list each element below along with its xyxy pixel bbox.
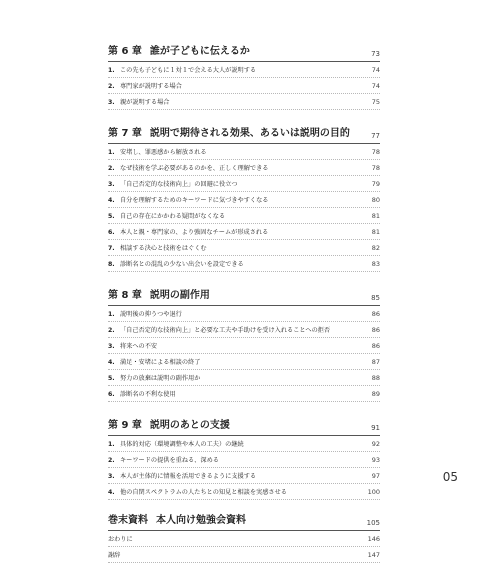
chapter-label: 第 9 章: [108, 420, 142, 431]
chapter-section: [108, 282, 380, 402]
entry-number: 2.: [108, 83, 115, 90]
chapter-label: 第 8 章: [108, 290, 142, 301]
entry-title: おわりに: [108, 536, 133, 543]
chapter-title-group: [108, 420, 230, 435]
toc-entry[interactable]: [108, 62, 380, 78]
entry-page: 147: [367, 551, 380, 559]
chapter-label: 第 7 章: [108, 128, 142, 139]
entry-page: 92: [371, 440, 380, 448]
chapter-label: 第 6 章: [108, 46, 142, 57]
entry-page: 82: [371, 244, 380, 252]
entry-number: 2.: [108, 165, 115, 172]
entry-page: 93: [371, 456, 380, 464]
entry-title: 親が説明する場合: [120, 99, 170, 106]
entry-number: 1.: [108, 311, 115, 318]
entry-title: 努力の放棄は説明の副作用か: [120, 375, 201, 382]
toc-entry[interactable]: [108, 94, 380, 110]
entry-page: 146: [367, 535, 380, 543]
entry-number: 1.: [108, 441, 115, 448]
chapter-section: [108, 120, 380, 272]
chapter-page: 91: [371, 424, 380, 432]
entry-title: キーワードの提供を重ねる、深める: [120, 457, 219, 464]
toc-entry[interactable]: [108, 160, 380, 176]
appendix-title-group: [108, 515, 246, 530]
entry-title: 本人と親・専門家の、より強固なチームが形成される: [120, 229, 269, 236]
toc-entry[interactable]: [108, 256, 380, 272]
chapter-heading[interactable]: [108, 282, 380, 306]
entry-page: 86: [371, 326, 380, 334]
toc-entry[interactable]: [108, 484, 380, 500]
appendix-heading[interactable]: [108, 510, 380, 531]
entry-page: 78: [371, 148, 380, 156]
entry-title: 「自己否定的な技術向上」の回避に役立つ: [120, 181, 238, 188]
entry-page: 100: [367, 488, 380, 496]
entry-page: 74: [371, 66, 380, 74]
chapter-page: 73: [371, 50, 380, 58]
toc-entry[interactable]: [108, 436, 380, 452]
entry-number: 5.: [108, 375, 115, 382]
entry-number: 4.: [108, 359, 115, 366]
entry-page: 87: [371, 358, 380, 366]
entry-title: 自分を理解するためのキーワードに気づきやすくなる: [120, 197, 269, 204]
chapter-title-group: [108, 128, 350, 143]
entry-page: 81: [371, 228, 380, 236]
chapter-title-group: [108, 46, 250, 61]
entry-title: 説明後の抑うつや退行: [120, 311, 182, 318]
table-of-contents: [108, 38, 380, 573]
toc-entry[interactable]: [108, 306, 380, 322]
entry-page: 81: [371, 212, 380, 220]
entry-number: 4.: [108, 489, 115, 496]
entry-page: 88: [371, 374, 380, 382]
entry-title: 診断名との混乱の少ない出会いを設定できる: [120, 261, 244, 268]
chapter-heading[interactable]: [108, 120, 380, 144]
entry-title: 謝辞: [108, 552, 121, 559]
entry-page: 74: [371, 82, 380, 90]
entry-page: 75: [371, 98, 380, 106]
entry-number: 5.: [108, 213, 115, 220]
entry-title: 他の自閉スペクトラムの人たちとの知見と相談を実感させる: [120, 489, 287, 496]
entry-title: 満足・安堵による相談の終了: [120, 359, 201, 366]
entry-page: 80: [371, 196, 380, 204]
entry-page: 86: [371, 342, 380, 350]
entry-number: 3.: [108, 473, 115, 480]
chapter-page: 85: [371, 294, 380, 302]
toc-entry[interactable]: [108, 531, 380, 547]
chapter-page: 77: [371, 132, 380, 140]
toc-entry[interactable]: [108, 370, 380, 386]
entry-title: 診断名の不利な使用: [120, 391, 176, 398]
chapter-title: 誰が子どもに伝えるか: [149, 46, 250, 57]
toc-entry[interactable]: [108, 547, 380, 563]
toc-entry[interactable]: [108, 208, 380, 224]
entry-page: 97: [371, 472, 380, 480]
toc-entry[interactable]: [108, 322, 380, 338]
chapter-title: 説明で期待される効果、あるいは説明の目的: [149, 128, 350, 139]
chapter-heading[interactable]: [108, 38, 380, 62]
entry-number: 3.: [108, 343, 115, 350]
entry-title: 相談する決心と技術をはぐくむ: [120, 245, 207, 252]
entry-title: 安堵し、罪悪感から解放される: [120, 149, 207, 156]
entry-title: 具体的対応（環境調整や本人の工夫）の継続: [120, 441, 244, 448]
entry-title: 将来への不安: [120, 343, 158, 350]
toc-entry[interactable]: [108, 354, 380, 370]
entry-title: 「自己否定的な技術向上」と必要な工夫や手助けを受け入れることへの拒否: [120, 327, 331, 334]
chapter-title: 説明のあとの支援: [149, 420, 230, 431]
toc-entry[interactable]: [108, 176, 380, 192]
entry-number: 1.: [108, 67, 115, 74]
toc-entry[interactable]: [108, 78, 380, 94]
toc-entry[interactable]: [108, 386, 380, 402]
entry-page: 83: [371, 260, 380, 268]
entry-title: なぜ技術を学ぶ必要があるのかを、正しく理解できる: [120, 165, 269, 172]
entry-number: 6.: [108, 391, 115, 398]
entry-number: 2.: [108, 457, 115, 464]
toc-entry[interactable]: [108, 224, 380, 240]
chapter-heading[interactable]: [108, 412, 380, 436]
entry-number: 7.: [108, 245, 115, 252]
entry-number: 4.: [108, 197, 115, 204]
entry-page: 86: [371, 310, 380, 318]
appendix-title: 本人向け勉強会資料: [156, 515, 246, 526]
entry-number: 3.: [108, 181, 115, 188]
entry-page: 79: [371, 180, 380, 188]
toc-entry[interactable]: [108, 144, 380, 160]
page-number: 05: [442, 470, 458, 484]
entry-number: 2.: [108, 327, 115, 334]
toc-entry[interactable]: [108, 338, 380, 354]
entry-title: 自己の存在にかかわる疑問がなくなる: [120, 213, 226, 220]
appendix-page: 105: [366, 519, 380, 527]
chapter-title: 説明の副作用: [149, 290, 210, 301]
entry-page: 78: [371, 164, 380, 172]
chapter-title-group: [108, 290, 210, 305]
toc-entry[interactable]: [108, 240, 380, 256]
chapter-section: [108, 412, 380, 500]
appendix-section: [108, 510, 380, 563]
appendix-label: 巻末資料: [108, 515, 148, 526]
toc-entry[interactable]: [108, 192, 380, 208]
entry-title: 本人が主体的に情報を活用できるように支援する: [120, 473, 257, 480]
entry-number: 3.: [108, 99, 115, 106]
entry-page: 89: [371, 390, 380, 398]
toc-entry[interactable]: [108, 452, 380, 468]
toc-entry[interactable]: [108, 468, 380, 484]
entry-number: 8.: [108, 261, 115, 268]
entry-number: 6.: [108, 229, 115, 236]
entry-title: この先も子どもに１対１で会える大人が説明する: [120, 67, 257, 74]
entry-title: 専門家が説明する場合: [120, 83, 182, 90]
chapter-section: [108, 38, 380, 110]
entry-number: 1.: [108, 149, 115, 156]
